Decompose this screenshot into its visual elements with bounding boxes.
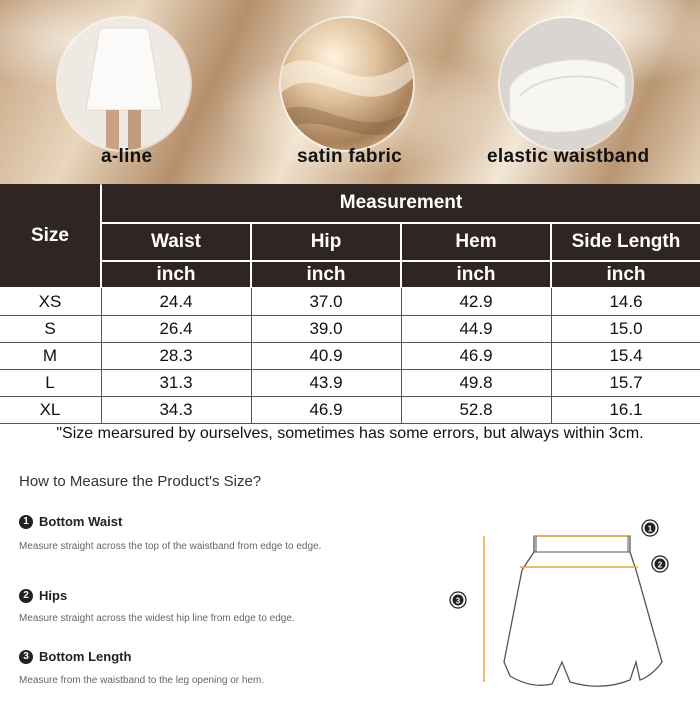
hem-cell: 49.8 — [459, 372, 493, 392]
table-row — [0, 396, 700, 424]
size-disclaimer: "Size mearsured by ourselves, sometimes has some errors, but always within 3cm. — [56, 425, 644, 442]
elastic-waistband-label: elastic waistband — [487, 146, 650, 167]
hip-cell: 40.9 — [309, 345, 343, 365]
satin-fabric-label: satin fabric — [297, 146, 402, 167]
column-divider — [401, 288, 402, 423]
size-cell: M — [42, 345, 58, 365]
step-number-badge: 2 — [19, 589, 33, 603]
column-divider — [551, 288, 552, 423]
hem-cell: 44.9 — [459, 318, 493, 338]
size-cell: L — [45, 372, 55, 392]
size-header: Size — [0, 184, 100, 287]
table-row — [0, 369, 700, 397]
marker-number: 1 — [647, 524, 653, 534]
marker-number: 2 — [657, 560, 663, 570]
waist-cell: 34.3 — [159, 399, 193, 419]
column-header-hip: Hip — [252, 224, 400, 260]
waist-cell: 24.4 — [159, 291, 193, 311]
hip-cell: 39.0 — [309, 318, 343, 338]
skirt-outline — [504, 536, 662, 686]
satin-fabric-photo — [281, 18, 413, 150]
unit-label: inch — [102, 262, 250, 287]
skirt-measurement-diagram — [440, 512, 680, 700]
unit-label: inch — [552, 262, 700, 287]
step-hips — [19, 588, 67, 603]
step-description: Measure straight across the top of the waistband from edge to edge. — [19, 541, 322, 552]
step-number-badge: 1 — [19, 515, 33, 529]
measurement-header: Measurement — [102, 184, 700, 222]
marker-1 — [642, 520, 658, 536]
a-line-label: a-line — [101, 146, 153, 167]
column-header-side-length: Side Length — [552, 224, 700, 260]
table-row — [0, 315, 700, 343]
side-length-cell: 15.0 — [609, 318, 643, 338]
marker-number: 3 — [455, 596, 461, 606]
unit-label: inch — [402, 262, 550, 287]
a-line-skirt-photo — [58, 18, 190, 150]
how-to-measure-title: How to Measure the Product's Size? — [19, 473, 262, 490]
waist-cell: 28.3 — [159, 345, 193, 365]
hem-cell: 42.9 — [459, 291, 493, 311]
column-header-waist: Waist — [102, 224, 250, 260]
step-title: Bottom Length — [39, 649, 132, 664]
table-row — [0, 288, 700, 316]
step-bottom-waist — [19, 514, 122, 529]
product-hero-banner — [0, 0, 700, 185]
waist-cell: 31.3 — [159, 372, 193, 392]
marker-3 — [450, 592, 466, 608]
hem-cell: 52.8 — [459, 399, 493, 419]
step-bottom-length — [19, 649, 131, 664]
step-description: Measure from the waistband to the leg opening or hem. — [19, 675, 265, 686]
size-cell: XL — [39, 399, 61, 419]
column-header-hem: Hem — [402, 224, 550, 260]
marker-2 — [652, 556, 668, 572]
side-length-cell: 15.4 — [609, 345, 643, 365]
side-length-cell: 14.6 — [609, 291, 643, 311]
unit-label: inch — [252, 262, 400, 287]
hip-cell: 46.9 — [309, 399, 343, 419]
column-divider — [251, 288, 252, 423]
side-length-cell: 16.1 — [609, 399, 643, 419]
size-cell: XS — [38, 291, 62, 311]
waist-cell: 26.4 — [159, 318, 193, 338]
hip-cell: 43.9 — [309, 372, 343, 392]
step-number-badge: 3 — [19, 650, 33, 664]
column-divider — [101, 288, 102, 423]
step-title: Bottom Waist — [39, 514, 123, 529]
size-cell: S — [44, 318, 56, 338]
side-length-cell: 15.7 — [609, 372, 643, 392]
elastic-waistband-photo — [500, 18, 632, 150]
hem-cell: 46.9 — [459, 345, 493, 365]
step-title: Hips — [39, 588, 68, 603]
table-row — [0, 342, 700, 370]
hip-cell: 37.0 — [309, 291, 343, 311]
step-description: Measure straight across the widest hip line from edge to edge. — [19, 613, 295, 624]
